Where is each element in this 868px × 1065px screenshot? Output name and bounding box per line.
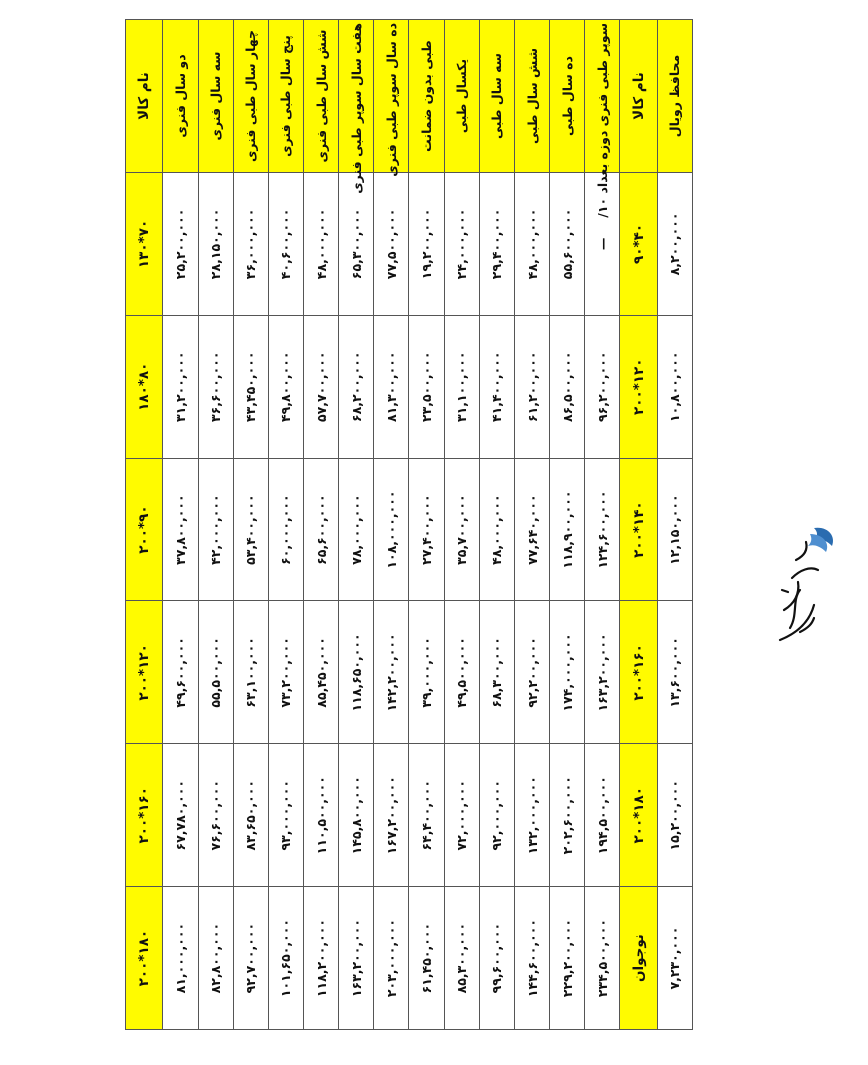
price-cell: ۲۳۴,۵۰۰,۰۰۰ bbox=[585, 887, 620, 1030]
price-cell: ۹۲,۷۰۰,۰۰۰ bbox=[233, 887, 268, 1030]
price-cell: ۹۶,۲۰۰,۰۰۰ bbox=[585, 315, 620, 458]
price-cell: ۱۳۲,۰۰۰,۰۰۰ bbox=[514, 744, 549, 887]
product-name-cell: هفت سال سوپر طبی فنری bbox=[339, 20, 374, 173]
table-row bbox=[514, 20, 549, 1030]
price-cell: ۱۶۳,۲۰۰,۰۰۰ bbox=[585, 601, 620, 744]
price-cell: ۶۷,۷۸۰,۰۰۰ bbox=[163, 744, 198, 887]
price-cell: — bbox=[585, 173, 620, 316]
size-header-cell: ۱۴۰*۲۰۰ bbox=[620, 458, 657, 601]
price-cell: ۱۴۵,۸۰۰,۰۰۰ bbox=[339, 744, 374, 887]
price-cell: ۷۲,۰۰۰,۰۰۰ bbox=[444, 744, 479, 887]
price-cell: ۸۵,۳۰۰,۰۰۰ bbox=[444, 887, 479, 1030]
price-cell: ۲۰۳,۰۰۰,۰۰۰ bbox=[374, 887, 409, 1030]
product-name-cell: سه سال طبی bbox=[479, 20, 514, 173]
price-cell: ۸۶,۵۰۰,۰۰۰ bbox=[550, 315, 585, 458]
price-cell: ۱۱۸,۶۵۰,۰۰۰ bbox=[339, 601, 374, 744]
product-name-cell: ده سال طبی bbox=[550, 20, 585, 173]
size-header-cell: ۱۲۰*۲۰۰ bbox=[126, 601, 163, 744]
price-cell: ۸۲,۸۰۰,۰۰۰ bbox=[198, 887, 233, 1030]
price-cell: ۴۸,۰۰۰,۰۰۰ bbox=[479, 458, 514, 601]
price-cell: ۵۵,۵۰۰,۰۰۰ bbox=[198, 601, 233, 744]
table-row bbox=[657, 20, 692, 1030]
price-cell: ۶۱,۲۰۰,۰۰۰ bbox=[514, 315, 549, 458]
price-cell: ۹۳,۰۰۰,۰۰۰ bbox=[268, 744, 303, 887]
table-row bbox=[550, 20, 585, 1030]
table-row bbox=[339, 20, 374, 1030]
price-cell: ۴۲,۰۰۰,۰۰۰ bbox=[198, 458, 233, 601]
table-row bbox=[303, 20, 338, 1030]
price-cell: ۲۹,۴۰۰,۰۰۰ bbox=[479, 173, 514, 316]
size-header-cell: ۱۸۰*۲۰۰ bbox=[126, 887, 163, 1030]
size-header-cell: ۷۰*۱۳۰ bbox=[126, 173, 163, 316]
table-row bbox=[585, 20, 620, 1030]
price-cell: ۴۱,۴۰۰,۰۰۰ bbox=[479, 315, 514, 458]
price-cell: ۴۹,۸۰۰,۰۰۰ bbox=[268, 315, 303, 458]
product-name-cell: سه سال فنری bbox=[198, 20, 233, 173]
price-cell: ۶۳,۱۰۰,۰۰۰ bbox=[233, 601, 268, 744]
price-cell: ۶۵,۳۰۰,۰۰۰ bbox=[339, 173, 374, 316]
price-cell: ۱۹۴,۵۰۰,۰۰۰ bbox=[585, 744, 620, 887]
price-cell: ۷۸,۰۰۰,۰۰۰ bbox=[339, 458, 374, 601]
table-row bbox=[479, 20, 514, 1030]
product-name-cell: محافظ رویال bbox=[657, 20, 692, 173]
product-name-cell: نام کالا bbox=[620, 20, 657, 173]
table-row bbox=[444, 20, 479, 1030]
size-header-cell: ۱۲۰*۲۰۰ bbox=[620, 315, 657, 458]
price-cell: ۱۶۳,۲۰۰,۰۰۰ bbox=[339, 887, 374, 1030]
product-name-cell: سوپر طبی فنری دوزه بعداد ۱۰/ bbox=[585, 20, 620, 173]
price-cell: ۱۱۰,۵۰۰,۰۰۰ bbox=[303, 744, 338, 887]
size-header-cell: ۹۰*۲۰۰ bbox=[126, 458, 163, 601]
price-cell: ۳۱,۱۰۰,۰۰۰ bbox=[444, 315, 479, 458]
price-cell: ۱۱۸,۹۰۰,۰۰۰ bbox=[550, 458, 585, 601]
product-name-cell: شش سال طبی bbox=[514, 20, 549, 173]
price-cell: ۱۲۴,۶۰۰,۰۰۰ bbox=[585, 458, 620, 601]
price-cell: ۳۵,۷۰۰,۰۰۰ bbox=[444, 458, 479, 601]
price-cell: ۲۰۲,۶۰۰,۰۰۰ bbox=[550, 744, 585, 887]
product-name-cell: طبی بدون ضمانت bbox=[409, 20, 444, 173]
price-cell: ۸۱,۰۰۰,۰۰۰ bbox=[163, 887, 198, 1030]
price-cell: ۳۶,۰۰۰,۰۰۰ bbox=[233, 173, 268, 316]
price-cell: ۶۸,۳۰۰,۰۰۰ bbox=[479, 601, 514, 744]
size-header-cell: ۸۰*۱۸۰ bbox=[126, 315, 163, 458]
size-header-cell: ۱۶۰*۲۰۰ bbox=[126, 744, 163, 887]
product-name-cell: دو سال فنری bbox=[163, 20, 198, 173]
product-name-cell: نام کالا bbox=[126, 20, 163, 173]
price-cell: ۶۰,۰۰۰,۰۰۰ bbox=[268, 458, 303, 601]
size-header-cell: نوجوان bbox=[620, 887, 657, 1030]
table-row bbox=[163, 20, 198, 1030]
price-cell: ۴۰,۶۰۰,۰۰۰ bbox=[268, 173, 303, 316]
price-cell: ۴۹,۶۰۰,۰۰۰ bbox=[163, 601, 198, 744]
price-cell: ۱۰,۸۰۰,۰۰۰ bbox=[657, 315, 692, 458]
price-cell: ۱۱۸,۲۰۰,۰۰۰ bbox=[303, 887, 338, 1030]
table-row bbox=[374, 20, 409, 1030]
header-row bbox=[620, 20, 657, 1030]
price-cell: ۲۳,۵۰۰,۰۰۰ bbox=[409, 315, 444, 458]
price-cell: ۱۷۴,۰۰۰,۰۰۰ bbox=[550, 601, 585, 744]
price-cell: ۲۵,۲۰۰,۰۰۰ bbox=[163, 173, 198, 316]
price-cell: ۴۳,۴۵۰,۰۰۰ bbox=[233, 315, 268, 458]
price-cell: ۸۵,۴۵۰,۰۰۰ bbox=[303, 601, 338, 744]
table-row bbox=[233, 20, 268, 1030]
table-row bbox=[268, 20, 303, 1030]
price-cell: ۲۷,۴۰۰,۰۰۰ bbox=[409, 458, 444, 601]
price-cell: ۳۱,۲۰۰,۰۰۰ bbox=[163, 315, 198, 458]
price-cell: ۲۲۹,۲۰۰,۰۰۰ bbox=[550, 887, 585, 1030]
price-cell: ۸,۲۰۰,۰۰۰ bbox=[657, 173, 692, 316]
price-cell: ۸۳,۶۵۰,۰۰۰ bbox=[233, 744, 268, 887]
price-cell: ۱۹,۲۰۰,۰۰۰ bbox=[409, 173, 444, 316]
header-row bbox=[126, 20, 163, 1030]
price-cell: ۶۸,۲۰۰,۰۰۰ bbox=[339, 315, 374, 458]
price-cell: ۱۴۴,۶۰۰,۰۰۰ bbox=[514, 887, 549, 1030]
price-cell: ۴۸,۰۰۰,۰۰۰ bbox=[303, 173, 338, 316]
price-cell: ۱۶۷,۲۰۰,۰۰۰ bbox=[374, 744, 409, 887]
product-name-cell: یکسال طبی bbox=[444, 20, 479, 173]
rotated-price-sheet bbox=[125, 19, 693, 1030]
roya-logo-icon bbox=[770, 520, 840, 650]
price-cell: ۱۵,۲۰۰,۰۰۰ bbox=[657, 744, 692, 887]
price-cell: ۵۷,۷۰۰,۰۰۰ bbox=[303, 315, 338, 458]
price-cell: ۷۶,۶۰۰,۰۰۰ bbox=[198, 744, 233, 887]
price-cell: ۶۴,۴۰۰,۰۰۰ bbox=[409, 744, 444, 887]
price-cell: ۱۴۲,۲۰۰,۰۰۰ bbox=[374, 601, 409, 744]
product-name-cell: پنج سال طبی فنری bbox=[268, 20, 303, 173]
price-cell: ۷۳,۲۰۰,۰۰۰ bbox=[268, 601, 303, 744]
table-row bbox=[409, 20, 444, 1030]
price-cell: ۴۹,۵۰۰,۰۰۰ bbox=[444, 601, 479, 744]
price-cell: ۱۳,۶۰۰,۰۰۰ bbox=[657, 601, 692, 744]
price-cell: ۹۹,۶۰۰,۰۰۰ bbox=[479, 887, 514, 1030]
table-row bbox=[198, 20, 233, 1030]
price-table bbox=[125, 19, 693, 1030]
price-cell: ۱۰۱,۶۵۰,۰۰۰ bbox=[268, 887, 303, 1030]
price-cell: ۴۸,۰۰۰,۰۰۰ bbox=[514, 173, 549, 316]
size-header-cell: ۱۶۰*۲۰۰ bbox=[620, 601, 657, 744]
price-cell: ۲۸,۱۵۰,۰۰۰ bbox=[198, 173, 233, 316]
size-header-cell: ۱۸۰*۲۰۰ bbox=[620, 744, 657, 887]
price-cell: ۵۵,۶۰۰,۰۰۰ bbox=[550, 173, 585, 316]
price-cell: ۳۶,۶۰۰,۰۰۰ bbox=[198, 315, 233, 458]
price-cell: ۲۴,۰۰۰,۰۰۰ bbox=[444, 173, 479, 316]
price-cell: ۷,۲۳۰,۰۰۰ bbox=[657, 887, 692, 1030]
product-name-cell: چهار سال طبی فنری bbox=[233, 20, 268, 173]
price-cell: ۳۷,۸۰۰,۰۰۰ bbox=[163, 458, 198, 601]
price-cell: ۶۱,۴۵۰,۰۰۰ bbox=[409, 887, 444, 1030]
price-cell: ۱۲,۱۵۰,۰۰۰ bbox=[657, 458, 692, 601]
price-cell: ۱۰۸,۰۰۰,۰۰۰ bbox=[374, 458, 409, 601]
price-cell: ۷۷,۶۴۰,۰۰۰ bbox=[514, 458, 549, 601]
price-cell: ۳۹,۰۰۰,۰۰۰ bbox=[409, 601, 444, 744]
price-cell: ۷۷,۵۰۰,۰۰۰ bbox=[374, 173, 409, 316]
size-header-cell: ۴۰*۹۰ bbox=[620, 173, 657, 316]
product-name-cell: شش سال طبی فنری bbox=[303, 20, 338, 173]
price-cell: ۶۵,۶۰۰,۰۰۰ bbox=[303, 458, 338, 601]
price-cell: ۸۱,۳۰۰,۰۰۰ bbox=[374, 315, 409, 458]
price-cell: ۹۲,۰۰۰,۰۰۰ bbox=[479, 744, 514, 887]
price-cell: ۹۲,۲۰۰,۰۰۰ bbox=[514, 601, 549, 744]
product-name-cell: ده سال سوپر طبی فنری bbox=[374, 20, 409, 173]
price-cell: ۵۳,۴۰۰,۰۰۰ bbox=[233, 458, 268, 601]
